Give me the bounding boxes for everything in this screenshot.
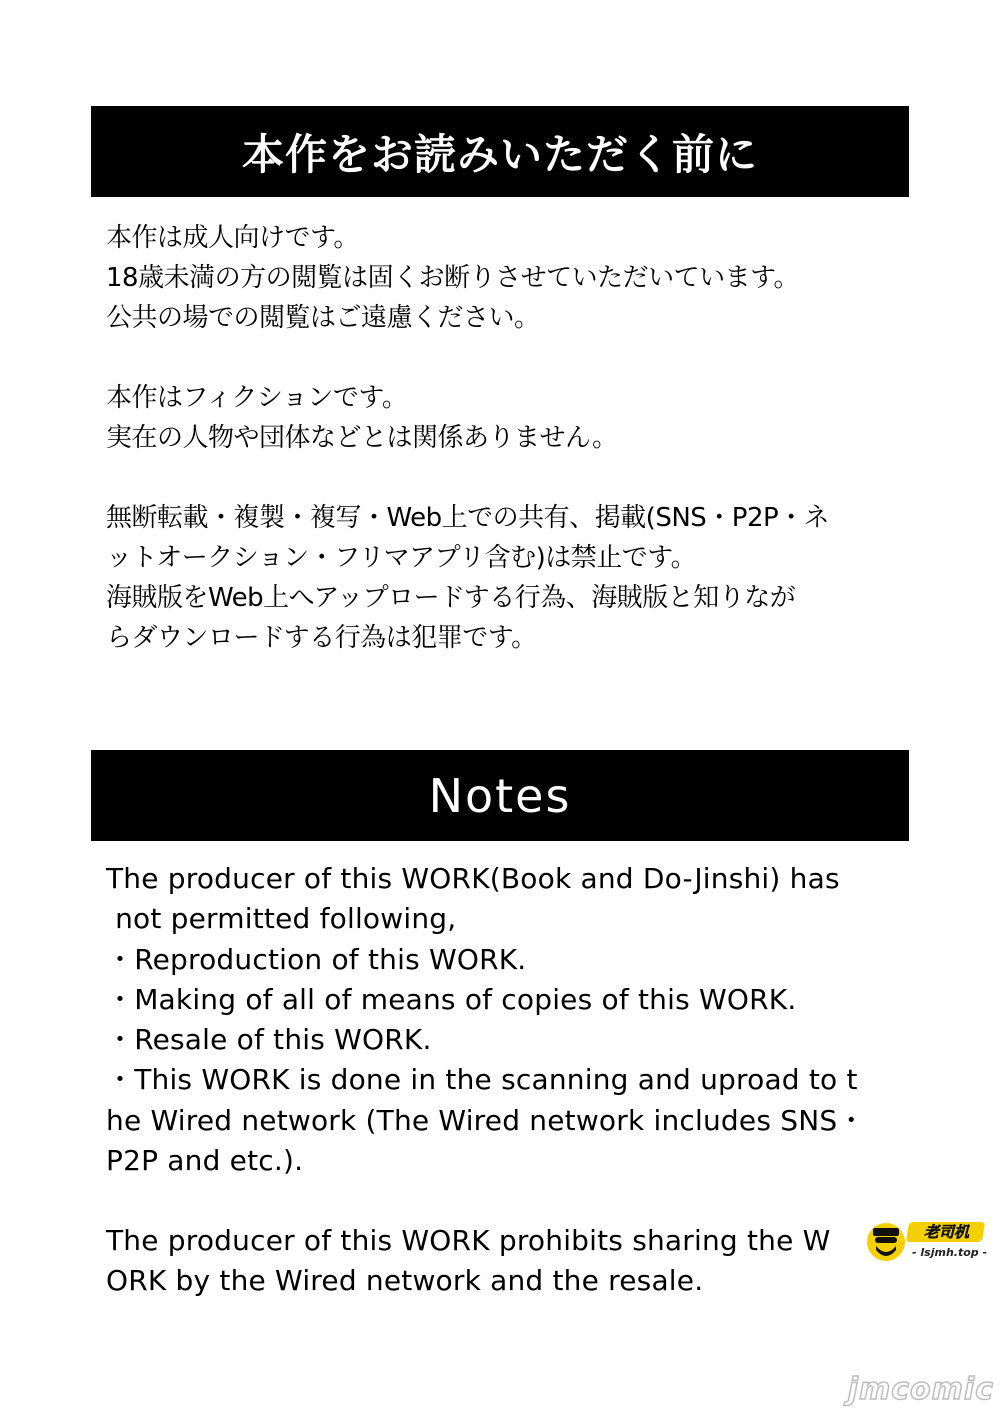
- en-line: ORK by the Wired network and the resale.: [106, 1264, 704, 1298]
- en-line: ・Reproduction of this WORK.: [106, 942, 527, 976]
- en-paragraph-sharing: [106, 1221, 906, 1302]
- en-line: P2P and etc.).: [106, 1144, 304, 1178]
- svg-text:老司机: 老司机: [924, 1223, 970, 1241]
- en-line: he Wired network (The Wired network includes SNS・: [106, 1103, 866, 1137]
- jp-notice-title: 本作をお読みいただく前に: [91, 106, 909, 197]
- jp-line: らダウンロードする行為は犯罪です。: [106, 623, 537, 653]
- jp-line: 本作はフィクションです。: [106, 383, 408, 413]
- en-line: The producer of this WORK prohibits sharing the W: [106, 1224, 831, 1257]
- jp-line: 18歳未満の方の閲覧は固くお断りさせていただいています。: [106, 263, 800, 293]
- en-notes-title: Notes: [91, 750, 909, 841]
- watermark-site-label: - lsjmh.top -: [912, 1246, 988, 1259]
- en-line: The producer of this WORK(Book and Do-Jinshi) has: [106, 862, 840, 895]
- jp-paragraph-adult: [106, 218, 906, 338]
- en-paragraph-prohibitions: [106, 859, 906, 1181]
- jp-paragraph-copyright: [106, 498, 906, 658]
- jp-line: 公共の場での閲覧はご遠慮ください。: [106, 303, 540, 333]
- jp-line: ットオークション・フリマアプリ含む)は禁止です。: [106, 543, 697, 573]
- jp-paragraph-fiction: [106, 378, 906, 458]
- en-line: ・This WORK is done in the scanning and uproad to t: [106, 1063, 858, 1097]
- jp-line: 海賊版をWeb上へアップロードする行為、海賊版と知りなが: [106, 583, 796, 613]
- en-line: ・Resale of this WORK.: [106, 1023, 432, 1057]
- jp-line: 実在の人物や団体などとは関係ありません。: [106, 423, 618, 453]
- jp-line: 無断転載・複製・複写・Web上での共有、掲載(SNS・P2P・ネ: [106, 503, 830, 533]
- en-line: ・Making of all of means of copies of this WORK.: [106, 982, 797, 1016]
- en-line: not permitted following,: [106, 902, 457, 936]
- jp-line: 本作は成人向けです。: [106, 223, 359, 253]
- footer-logo: jmcomic: [847, 1372, 994, 1407]
